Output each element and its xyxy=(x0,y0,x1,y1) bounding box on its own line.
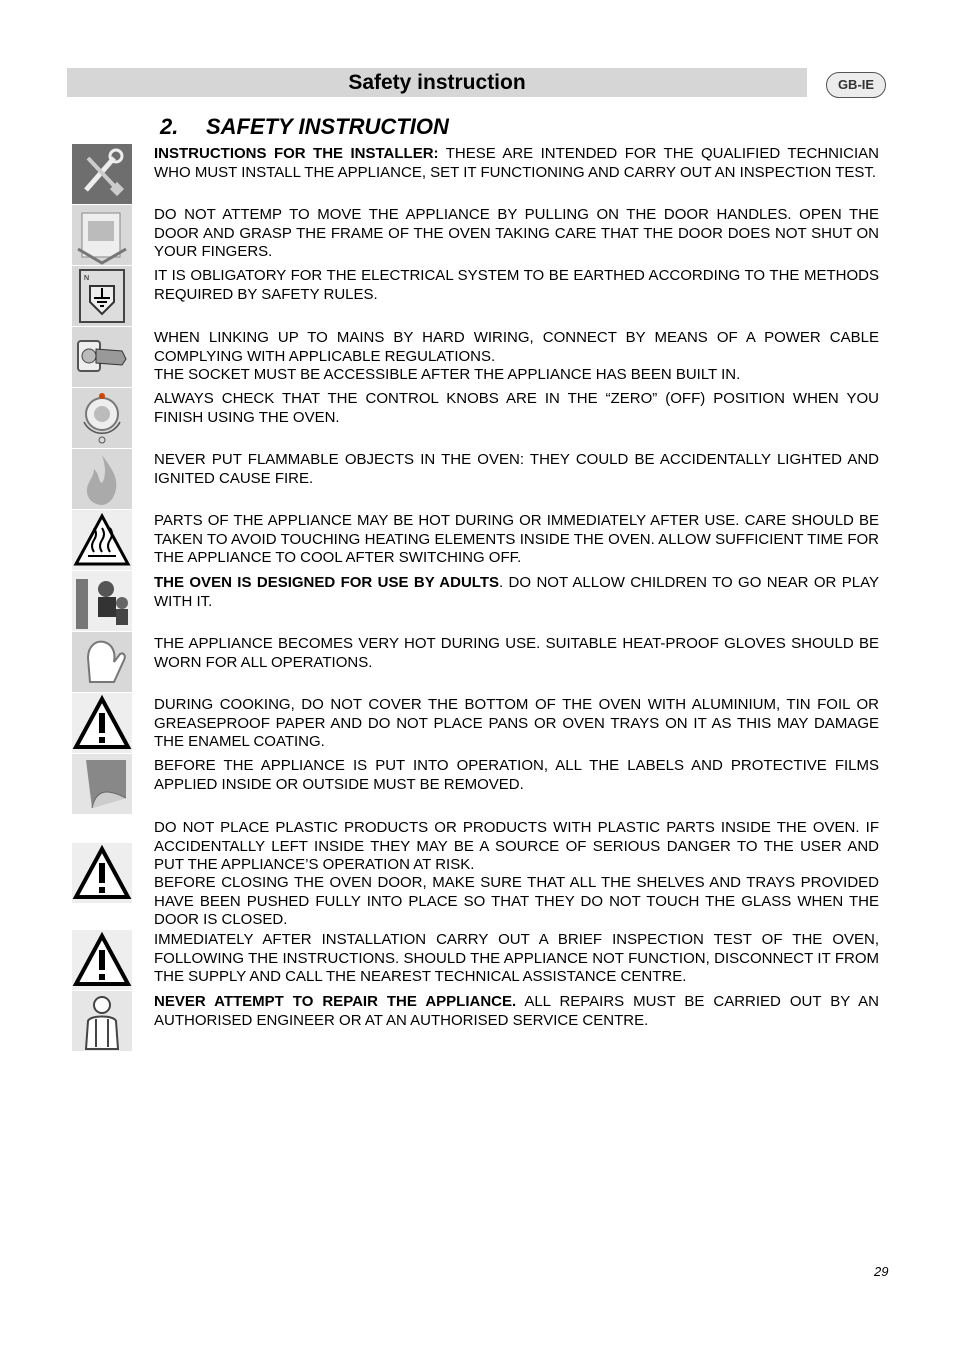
page-number: 29 xyxy=(874,1264,889,1279)
service-technician-icon xyxy=(72,991,132,1051)
instruction-hard-wiring: WHEN LINKING UP TO MAINS BY HARD WIRING, CONNECT BY MEANS OF A POWER CABLE COMPLYING WITH APPLICABLE REGULATIONS. xyxy=(154,329,879,365)
plug-socket-icon xyxy=(72,327,132,387)
instruction-inspection: IMMEDIATELY AFTER INSTALLATION CARRY OUT A BRIEF INSPECTION TEST OF THE OVEN, FOLLOWING THE INSTRUCTIONS. SHOULD THE APPLIANCE NOT FUNCTION, DISCONNECT IT FROM THE SUPPLY AND CALL THE NEAREST TECHNICAL ASSISTANCE CENTRE. xyxy=(154,931,879,986)
warning-triangle-icon xyxy=(72,930,132,990)
language-badge: GB-IE xyxy=(826,72,886,98)
children-warning-icon xyxy=(72,571,132,631)
oven-door-icon xyxy=(72,205,132,265)
instruction-adults: THE OVEN IS DESIGNED FOR USE BY ADULTS. DO NOT ALLOW CHILDREN TO GO NEAR OR PLAY WITH IT. xyxy=(154,574,879,610)
instruction-socket: THE SOCKET MUST BE ACCESSIBLE AFTER THE APPLIANCE HAS BEEN BUILT IN. xyxy=(154,366,741,383)
control-knob-icon xyxy=(72,388,132,448)
instruction-installer: INSTRUCTIONS FOR THE INSTALLER: THESE ARE INTENDED FOR THE QUALIFIED TECHNICIAN WHO MUST INSTALL THE APPLIANCE, SET IT FUNCTIONING AND CARRY OUT AN INSPECTION TEST. xyxy=(154,145,879,181)
instruction-moving: DO NOT ATTEMP TO MOVE THE APPLIANCE BY PULLING ON THE DOOR HANDLES. OPEN THE DOOR AND GRASP THE FRAME OF THE OVEN TAKING CARE THAT THE DOOR DOES NOT SHUT ON YOUR FINGERS. xyxy=(154,206,879,261)
oven-glove-icon xyxy=(72,632,132,692)
instruction-foil: DURING COOKING, DO NOT COVER THE BOTTOM OF THE OVEN WITH ALUMINIUM, TIN FOIL OR GREASEPROOF PAPER AND DO NOT PLACE PANS OR OVEN TRAYS ON IT AS THIS MAY DAMAGE THE ENAMEL COATING. xyxy=(154,696,879,751)
instruction-plastic: DO NOT PLACE PLASTIC PRODUCTS OR PRODUCTS WITH PLASTIC PARTS INSIDE THE OVEN. IF ACCIDENTALLY LEFT INSIDE THEY MAY BE A SOURCE OF SERIOUS DANGER TO THE USER AND PUT THE APPLIANCE’S OPERATION AT RISK. xyxy=(154,819,879,874)
earth-ground-icon xyxy=(72,266,132,326)
instruction-earthing: IT IS OBLIGATORY FOR THE ELECTRICAL SYSTEM TO BE EARTHED ACCORDING TO THE METHODS REQUIRED BY SAFETY RULES. xyxy=(154,267,879,303)
instruction-hot-parts: PARTS OF THE APPLIANCE MAY BE HOT DURING OR IMMEDIATELY AFTER USE. CARE SHOULD BE TAKEN TO AVOID TOUCHING HEATING ELEMENTS INSIDE THE OVEN. ALLOW SUFFICIENT TIME FOR THE APPLIANCE TO COOL AFTER SWITCHING OFF. xyxy=(154,512,879,567)
earth-icon-label: N xyxy=(84,275,90,282)
flame-icon xyxy=(72,449,132,509)
section-number: 2. xyxy=(160,114,179,139)
page-header-title: Safety instruction xyxy=(348,71,526,94)
warning-triangle-icon xyxy=(72,843,132,903)
instruction-gloves: THE APPLIANCE BECOMES VERY HOT DURING USE. SUITABLE HEAT-PROOF GLOVES SHOULD BE WORN FOR ALL OPERATIONS. xyxy=(154,635,879,671)
protective-film-icon xyxy=(72,754,132,814)
hot-surface-warning-icon xyxy=(72,510,132,570)
section-heading xyxy=(160,114,449,140)
instruction-shelves: BEFORE CLOSING THE OVEN DOOR, MAKE SURE THAT ALL THE SHELVES AND TRAYS PROVIDED HAVE BEEN PUSHED FULLY INTO PLACE SO THAT THEY DO NOT TOUCH THE GLASS WHEN THE DOOR IS CLOSED. xyxy=(154,874,879,929)
instruction-flammable: NEVER PUT FLAMMABLE OBJECTS IN THE OVEN: THEY COULD BE ACCIDENTALLY LIGHTED AND IGNITED CAUSE FIRE. xyxy=(154,451,879,487)
instruction-labels: BEFORE THE APPLIANCE IS PUT INTO OPERATION, ALL THE LABELS AND PROTECTIVE FILMS APPLIED INSIDE OR OUTSIDE MUST BE REMOVED. xyxy=(154,757,879,793)
tools-icon xyxy=(72,144,132,204)
instruction-repair: NEVER ATTEMPT TO REPAIR THE APPLIANCE. ALL REPAIRS MUST BE CARRIED OUT BY AN AUTHORISED ENGINEER OR AT AN AUTHORISED SERVICE CENTRE. xyxy=(154,993,879,1029)
instruction-knobs: ALWAYS CHECK THAT THE CONTROL KNOBS ARE IN THE “ZERO” (OFF) POSITION WHEN YOU FINISH USING THE OVEN. xyxy=(154,390,879,426)
header-bar xyxy=(67,68,807,97)
warning-triangle-icon xyxy=(72,693,132,753)
section-title: SAFETY INSTRUCTION xyxy=(206,114,449,139)
